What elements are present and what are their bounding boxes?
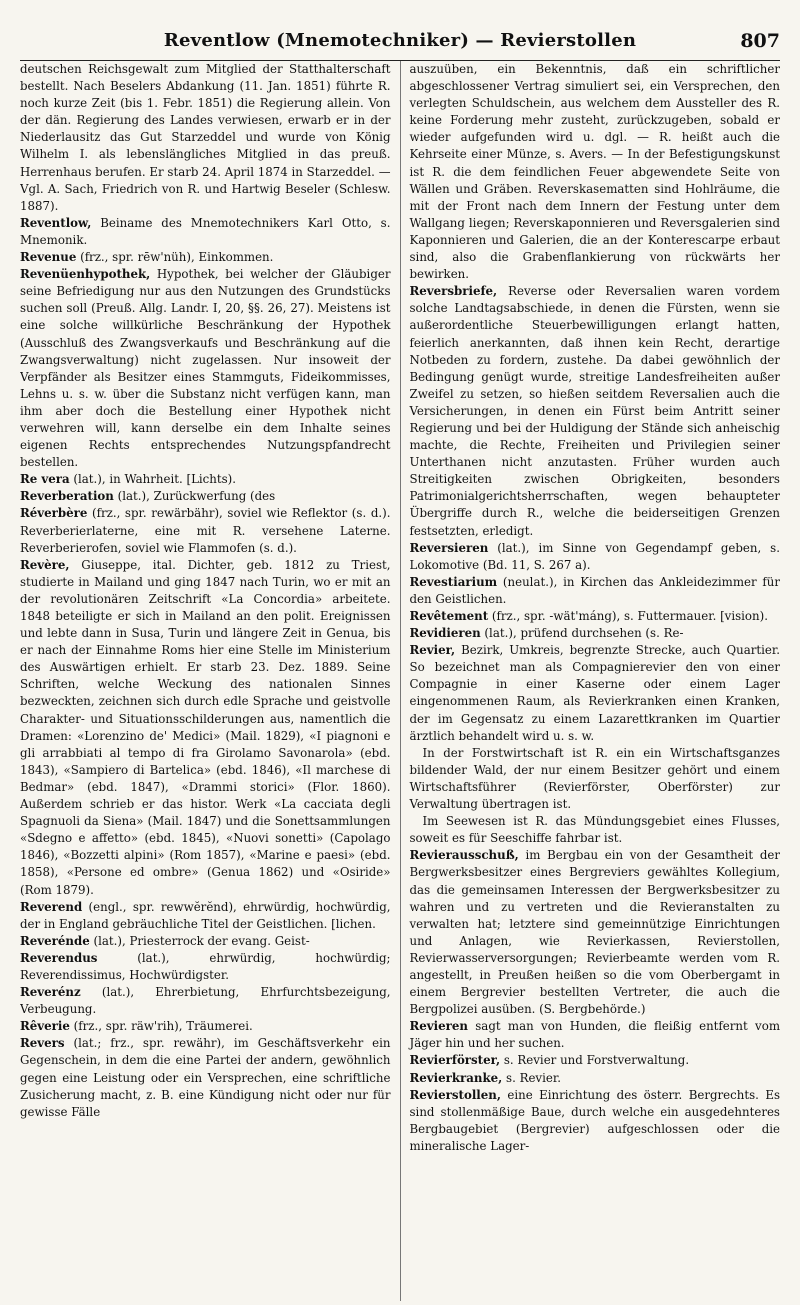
dictionary-entry (410, 283, 781, 539)
entry-headword: Revierförster, (409, 1053, 501, 1068)
entry-text: Reverse oder Reversalien waren vordem solche Landtagsabschiede, in denen die Fürsten, wenn sie außerordentliche Steuerbewilligungen erlangt hatten, feierlich anerkannten, daß ihnen kein Recht, derartige Notbeden zu fordern, zustehe. Da dabei gewöhnlich der Bedingung genügt wurde, streitige Landesfreiheiten außer Zweifel zu setzen, so hießen seitdem Reversalien auch die Versicherungen, in denen ein Fürst beim Antritt seiner Regierung und bei der Huldigung der Stände sich anheischig machte, die Rechte, Freiheiten und Privilegien seiner Unterthanen nicht anzutasten. Früher wurden auch Streitigkeiten zwischen Obrigkeiten, besonders Patrimonialgerichtsherrschaften, wegen behaupteter Übergriffe durch R., welche die beiderseitigen Grenzen festsetzten, erledigt. (409, 284, 780, 538)
entry-text: Hypothek, bei welcher der Gläubiger seine Befriedigung nur aus den Nutzungen des Grundstücks suchen soll (Preuß. Allg. Landr. I, 20, §§. 26, 27). Meistens ist eine solche willkürliche Beschränkung der Hypothek (Ausschluß des Zwangsverkaufs und Beschränkung auf die Zwangsverwaltung) nicht zugelassen. Nur insoweit der Verpfänder als Besitzer eines Stammguts, Fideikommisses, Lehns u. s. w. über die Substanz nicht verfügen kann, man ihm aber doch die Bestellung einer Hypothek nicht verwehren will, kann derselbe ein dem Inhalte seines eigenen Rechts entsprechendes Nutzungspfandrecht bestellen. (20, 267, 391, 470)
dictionary-entry (410, 745, 781, 813)
entry-text: Giuseppe, ital. Dichter, geb. 1812 zu Triest, studierte in Mailand und ging 1847 nach Turin, wo er mit an der revolutionären Zeitschrift «La Concordia» arbeitete. 1848 beteiligte er sich in Mailand an den polit. Ereignissen und lebte dann in Susa, Turin und längere Zeit in Genua, bis er nach der Einnahme Roms hier eine Stelle im Ministerium des Auswärtigen erhielt. Er starb 23. Dez. 1889. Seine Schriften, welche Weckung des nationalen Sinnes bezweckten, zeichnen sich durch edle Sprache und geistvolle Charakter- und Situationsschilderungen aus, namentlich die Dramen: «Lorenzino de' Medici» (Mail. 1829), «I piagnoni e gli arrabbiati al tempo di fra Girolamo Savonarola» (ebd. 1843), «Sampiero di Bartelica» (ebd. 1846), «Il marchese di Bedmar» (ebd. 1847), «Drammi storici» (Flor. 1860). Außerdem schrieb er das histor. Werk «La cacciata degli Spagnuoli da Siena» (Mail. 1847) und die Sonettsammlungen «Sdegno e affetto» (ebd. 1845), «Nuovi sonetti» (Capolago 1846), «Bozzetti alpini» (Rom 1857), «Marine e paesi» (ebd. 1858), «Persone ed ombre» (Genua 1862) und «Osiride» (Rom 1879). (20, 557, 391, 897)
entry-headword: Reverendus (20, 950, 98, 965)
entry-headword: Reverberation (20, 489, 114, 504)
entry-text: (lat.), in Wahrheit. [Lichts). (69, 472, 237, 487)
entry-text: (lat.), ehrwürdig, hochwürdig; Reverendissimus, Hochwürdigster. (20, 950, 391, 982)
dictionary-entry (410, 642, 781, 745)
entry-text: im Bergbau ein von der Gesamtheit der Bergwerksbesitzer eines Bergreviers gewähltes Kollegium, das die gemeinsamen Interessen der Bergwerksbesitzer zu wahren und zu vertreten und die Revieranstalten zu verwalten hat; letztere sind gemeinnützige Einrichtungen und Anlagen, wie Revierkassen, Revierstollen, Revierwasserversorgungen; Revierbeamte werden vom R. angestellt, in Preußen heißen so die vom Oberbergamt in einem Bergrevier bestellten Vertreter, die auch die Bergpolizei ausüben. (S. Bergbehörde.) (409, 848, 780, 1017)
entry-headword: Re vera (20, 472, 70, 487)
dictionary-entry (410, 1018, 781, 1052)
entry-text: (frz., spr. räw'rih), Träumerei. (69, 1019, 253, 1034)
entry-headword: Revieren (409, 1019, 468, 1034)
entry-headword: Revidieren (409, 626, 481, 641)
entry-headword: Revestiarium (409, 574, 498, 589)
dictionary-entry (20, 266, 391, 471)
entry-headword: Revêtement (409, 609, 489, 623)
dictionary-entry (410, 540, 781, 574)
entry-text: (frz., spr. rewärbähr), soviel wie Reflektor (s. d.). Reverberierlaterne, eine mit R. versehene Laterne. Reverberierofen, soviel wie Flammofen (s. d.). (20, 506, 391, 555)
dictionary-entry (20, 950, 391, 984)
dictionary-entry (20, 899, 391, 933)
entry-text: Im Seewesen ist R. das Mündungsgebiet eines Flusses, soweit es für Seeschiffe fahrbar ist. (409, 814, 780, 846)
entry-text: (frz., spr. rēw'nüh), Einkommen. (76, 250, 274, 265)
entry-headword: Reversbriefe, (409, 284, 498, 299)
dictionary-entry (20, 557, 391, 899)
text-columns (20, 61, 780, 1301)
dictionary-entry (20, 488, 391, 505)
entry-headword: Reverend (20, 899, 83, 914)
entry-headword: Revier, (409, 643, 456, 658)
running-title: Reventlow (Mnemotechniker) — Revierstollen (163, 30, 637, 51)
dictionary-entry (20, 1035, 391, 1120)
entry-text: s. Revier. (502, 1070, 561, 1085)
dictionary-entry (410, 608, 781, 625)
entry-headword: Reverénz (20, 985, 81, 1000)
entry-headword: Revierstollen, (409, 1087, 501, 1102)
entry-text: (engl., spr. rewwĕrĕnd), ehrwürdig, hochwürdig, der in England gebräuchliche Titel der Geistlichen. [lichen. (20, 899, 391, 931)
entry-text: (lat.), im Sinne von Gegendampf geben, s. Lokomotive (Bd. 11, S. 267 a). (409, 540, 780, 572)
entry-headword: Reventlow, (20, 215, 92, 230)
entry-text: s. Revier und Forstverwaltung. (500, 1053, 690, 1068)
entry-text: (neulat.), in Kirchen das Ankleidezimmer für den Geistlichen. (409, 574, 780, 606)
entry-headword: Revierkranke, (409, 1070, 503, 1085)
dictionary-entry (410, 625, 781, 642)
right-column (400, 61, 781, 1301)
entry-text: (lat.), Zurückwerfung (des (113, 489, 276, 504)
dictionary-entry (20, 471, 391, 488)
entry-text: sagt man von Hunden, die fleißig entfernt vom Jäger hin und her suchen. (409, 1019, 780, 1051)
entry-text: In der Forstwirtschaft ist R. ein ein Wirtschaftsganzes bildender Wald, der nur einem Besitzer gehört und einem Wirtschaftsführer (Revierförster, Oberförster) zur Verwaltung übertragen ist. (409, 745, 780, 812)
entry-headword: Revenue (20, 250, 77, 265)
entry-headword: Réverbère (20, 506, 88, 521)
dictionary-entry (410, 813, 781, 847)
entry-text: Beiname des Mnemotechnikers Karl Otto, s. Mnemonik. (20, 215, 391, 247)
dictionary-entry (410, 61, 781, 283)
entry-text: deutschen Reichsgewalt zum Mitglied der Statthalterschaft bestellt. Nach Beselers Abdankung (11. Jan. 1851) führte R. noch kurze Zeit (bis 1. Febr. 1851) die Regierung allein. Von der dän. Regierung des Landes verwiesen, erwarb er in der Niederlausitz das Gut Starzeddel und wurde von König Wilhelm I. als lebenslängliches Mitglied in das preuß. Herrenhaus berufen. Er starb 24. April 1874 in Starzeddel. — Vgl. A. Sach, Friedrich von R. und Hartwig Beseler (Schlesw. 1887). (20, 62, 391, 213)
entry-text: auszuüben, ein Bekenntnis, daß ein schriftlicher abgeschlossener Vertrag simuliert sei, ein Versprechen, den verlegten Schuldschein, aus welchem dem Aussteller des R. keine Forderung mehr zusteht, zurückzugeben, sobald er wieder aufgefunden wird u. dgl. — R. heißt auch die Kehrseite einer Münze, s. Avers. — In der Befestigungskunst ist R. die dem feindlichen Feuer abgewendete Seite von Wällen und Gräben. Reverskasematten sind Hohlräume, die mit der Front nach dem Innern der Festung unter dem Wallgang liegen; Reverskaponnieren und Reversgalerien sind Kaponnieren und Galerien, die an der Konterescarpe erbaut sind, also die Grabenflankierung von rückwärts her bewirken. (409, 62, 780, 282)
entry-headword: Revenüenhypothek, (20, 267, 151, 282)
dictionary-entry (410, 1052, 781, 1069)
dictionary-entry (20, 1018, 391, 1035)
entry-headword: Revers (20, 1036, 65, 1051)
dictionary-entry (20, 215, 391, 249)
dictionary-entry (410, 1070, 781, 1087)
left-column (20, 61, 400, 1301)
entry-headword: Revère, (20, 557, 70, 572)
entry-headword: Rêverie (20, 1019, 70, 1034)
entry-text: (lat.), Ehrerbietung, Ehrfurchtsbezeigung, Verbeugung. (20, 985, 391, 1017)
entry-text: (lat.), Priesterrock der evang. Geist- (89, 933, 310, 948)
entry-text: (lat.), prüfend durchsehen (s. Re- (480, 626, 684, 641)
page-header (20, 30, 780, 61)
dictionary-entry (20, 249, 391, 266)
entry-text: Bezirk, Umkreis, begrenzte Strecke, auch Quartier. So bezeichnet man als Compagnierevier den von einer Compagnie in einer Kaserne oder einem Lager eingenommenen Raum, als Revierkranken einen Kranken, der im Gegensatz zu einem Lazarettkranken im Quartier ärztlich behandelt wird u. s. w. (409, 643, 780, 743)
dictionary-entry (410, 574, 781, 608)
dictionary-entry (20, 61, 391, 215)
entry-text: (lat.; frz., spr. rewähr), im Geschäftsverkehr ein Gegenschein, in dem die eine Partei der andern, gewöhnlich gegen eine Leistung oder ein Versprechen, eine schriftliche Zusicherung macht, z. B. eine Kündigung nicht oder nur für gewisse Fälle (20, 1036, 391, 1119)
dictionary-entry (410, 847, 781, 1018)
dictionary-entry (20, 984, 391, 1018)
dictionary-entry (410, 1087, 781, 1155)
page-number: 807 (740, 30, 780, 52)
entry-headword: Reverénde (20, 933, 90, 948)
entry-headword: Revierausschuß, (409, 848, 519, 863)
entry-text: eine Einrichtung des österr. Bergrechts. Es sind stollenmäßige Baue, durch welche ein ausgedehnteres Bergbaugebiet (Bergrevier) aufgeschlossen oder die mineralische Lager- (409, 1087, 780, 1153)
entry-text: (frz., spr. -wät'máng), s. Futtermauer. [vision). (488, 609, 768, 623)
entry-headword: Reversieren (409, 540, 489, 555)
dictionary-entry (20, 933, 391, 950)
dictionary-entry (20, 505, 391, 556)
